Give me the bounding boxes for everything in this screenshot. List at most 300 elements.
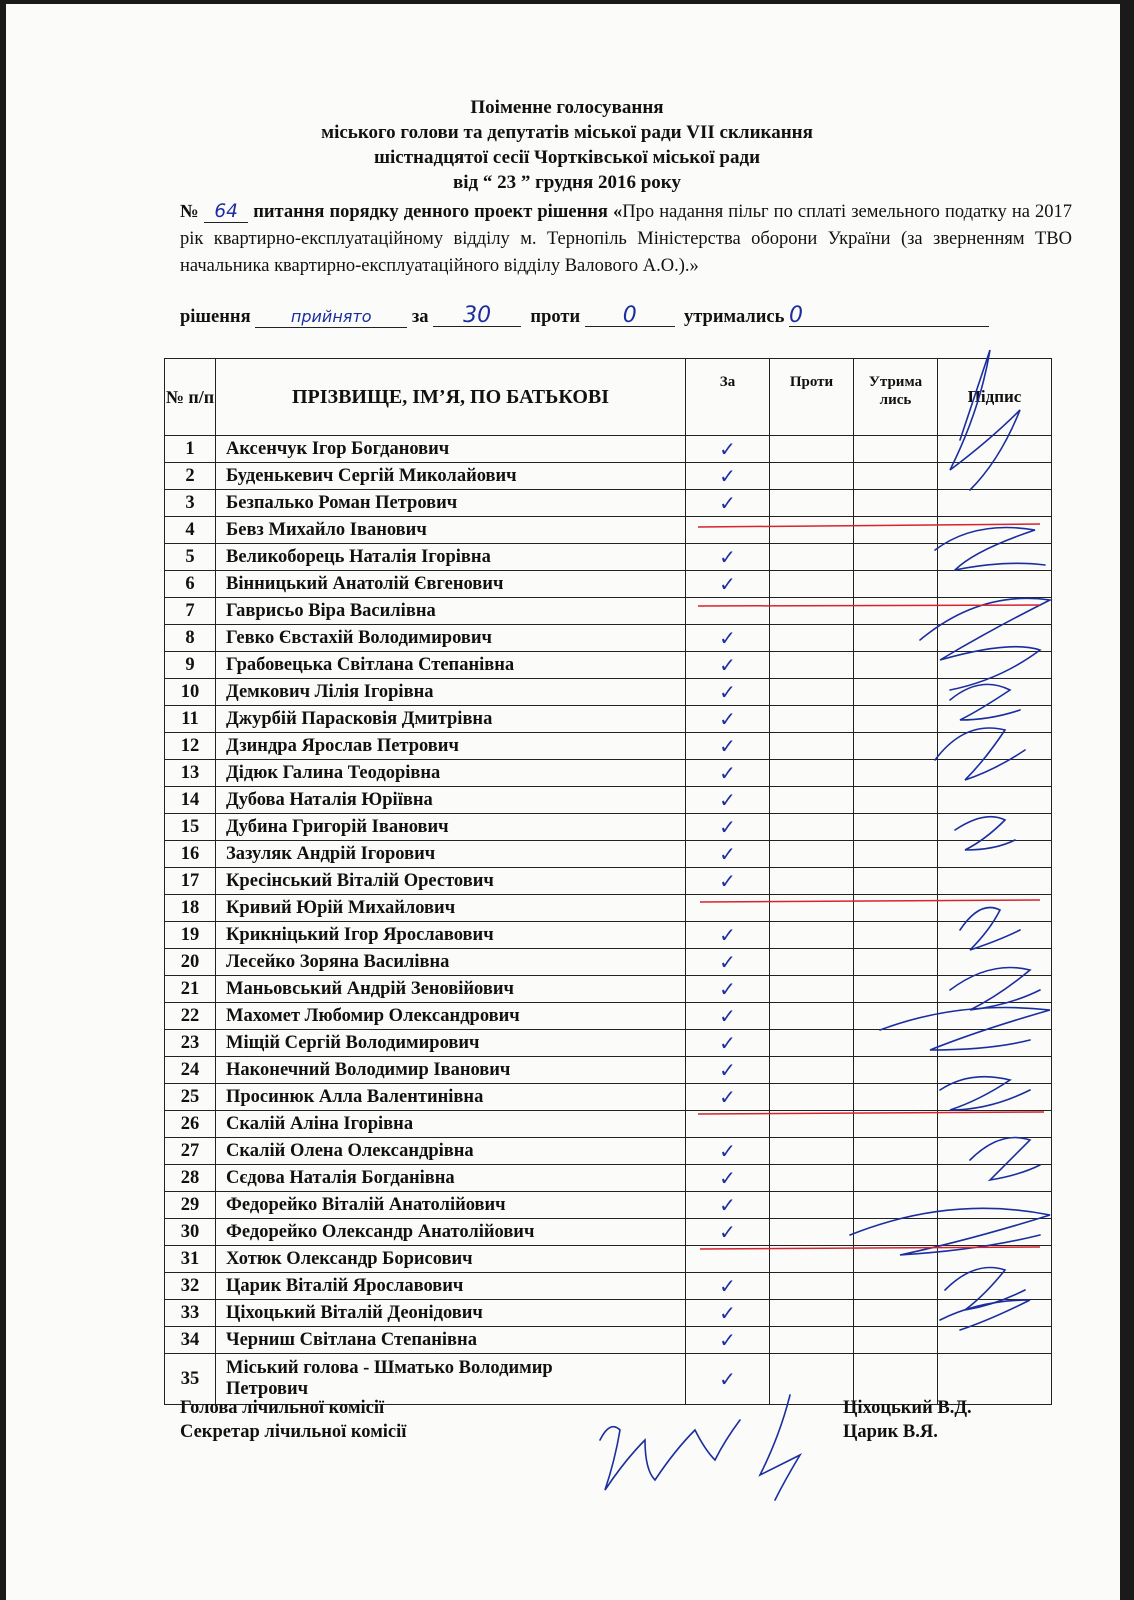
vote-abstain	[854, 1327, 938, 1354]
check-mark-icon: ✓	[719, 490, 736, 515]
vote-for	[686, 733, 770, 760]
vote-against	[770, 733, 854, 760]
row-name-text: Хотюк Олександр Борисович	[226, 1248, 473, 1269]
vote-for	[686, 1165, 770, 1192]
vote-for	[686, 598, 770, 625]
vote-for	[686, 463, 770, 490]
signature-cell	[938, 1084, 1052, 1111]
row-number: 34	[165, 1327, 216, 1354]
vote-against	[770, 1273, 854, 1300]
table-row	[165, 760, 1052, 787]
row-name	[216, 1300, 686, 1327]
row-name	[216, 1003, 686, 1030]
vote-against	[770, 1057, 854, 1084]
signature-cell	[938, 463, 1052, 490]
vote-against	[770, 1003, 854, 1030]
vote-for	[686, 652, 770, 679]
signature-cell	[938, 760, 1052, 787]
signature-cell	[938, 1165, 1052, 1192]
row-name-text: Федорейко Віталій Анатолійович	[226, 1194, 506, 1215]
row-name-text: Дубина Григорій Іванович	[226, 816, 449, 837]
vote-abstain	[854, 1138, 938, 1165]
row-name-text: Дзиндра Ярослав Петрович	[226, 735, 459, 756]
vote-abstain	[854, 598, 938, 625]
vote-abstain	[854, 895, 938, 922]
vote-for	[686, 1084, 770, 1111]
secretary-label: Секретар лічильної комісії	[180, 1422, 407, 1442]
row-name	[216, 1111, 686, 1138]
vote-for	[686, 544, 770, 571]
row-name-text: Дубова Наталія Юріївна	[226, 789, 433, 810]
vote-against	[770, 895, 854, 922]
table-row	[165, 517, 1052, 544]
row-name-text: Безпалько Роман Петрович	[226, 492, 458, 513]
signature-cell	[938, 1192, 1052, 1219]
vote-abstain	[854, 1219, 938, 1246]
vote-against	[770, 463, 854, 490]
row-number: 9	[165, 652, 216, 679]
row-name-text: Лесейко Зоряна Василівна	[226, 951, 450, 972]
vote-abstain	[854, 1246, 938, 1273]
vote-against	[770, 598, 854, 625]
vote-for	[686, 841, 770, 868]
row-name	[216, 706, 686, 733]
row-name-text: Просинюк Алла Валентинівна	[226, 1086, 484, 1107]
commission-names	[843, 1396, 972, 1444]
row-name-text: Гаврисьо Віра Василівна	[226, 600, 436, 621]
row-number: 32	[165, 1273, 216, 1300]
vote-against	[770, 1030, 854, 1057]
signature-cell	[938, 733, 1052, 760]
vote-table	[164, 358, 1052, 1405]
vote-abstain	[854, 841, 938, 868]
vote-abstain	[854, 679, 938, 706]
signature-cell	[938, 814, 1052, 841]
row-name	[216, 868, 686, 895]
row-name-text: Скалій Аліна Ігорівна	[226, 1113, 414, 1134]
row-name	[216, 922, 686, 949]
check-mark-icon: ✓	[719, 1138, 736, 1163]
vote-for	[686, 949, 770, 976]
signature-cell	[938, 1273, 1052, 1300]
table-row	[165, 1246, 1052, 1273]
table-row	[165, 976, 1052, 1003]
vote-for	[686, 976, 770, 1003]
vote-against	[770, 1138, 854, 1165]
row-name-text: Черниш Світлана Степанівна	[226, 1329, 477, 1350]
check-mark-icon: ✓	[719, 625, 736, 650]
signature-cell	[938, 598, 1052, 625]
table-row	[165, 841, 1052, 868]
row-name	[216, 1273, 686, 1300]
vote-abstain	[854, 1003, 938, 1030]
check-mark-icon: ✓	[719, 1057, 736, 1082]
signature-cell	[938, 922, 1052, 949]
check-mark-icon: ✓	[719, 1300, 736, 1325]
vote-against	[770, 490, 854, 517]
vote-for	[686, 706, 770, 733]
row-number: 5	[165, 544, 216, 571]
check-mark-icon: ✓	[719, 679, 736, 704]
vote-against	[770, 1354, 854, 1405]
row-name	[216, 1327, 686, 1354]
row-number: 14	[165, 787, 216, 814]
vote-abstain	[854, 949, 938, 976]
col-signature-header: Підпис	[938, 359, 1052, 436]
row-number: 8	[165, 625, 216, 652]
table-row	[165, 1192, 1052, 1219]
row-name-text-cont: Петрович	[226, 1379, 309, 1399]
row-name	[216, 679, 686, 706]
row-name	[216, 571, 686, 598]
table-row	[165, 1300, 1052, 1327]
vote-for	[686, 1246, 770, 1273]
row-number: 6	[165, 571, 216, 598]
row-number: 16	[165, 841, 216, 868]
row-name-text: Крикніцький Ігор Ярославович	[226, 924, 494, 945]
table-row	[165, 652, 1052, 679]
vote-for	[686, 1327, 770, 1354]
row-name	[216, 625, 686, 652]
signature-cell	[938, 571, 1052, 598]
vote-abstain	[854, 706, 938, 733]
signature-cell	[938, 1111, 1052, 1138]
row-name-text: Буденькевич Сергій Миколайович	[226, 465, 517, 486]
row-name-text: Кресінський Віталій Орестович	[226, 870, 494, 891]
row-name	[216, 1246, 686, 1273]
vote-abstain	[854, 517, 938, 544]
check-mark-icon: ✓	[719, 1003, 736, 1028]
vote-against	[770, 1192, 854, 1219]
vote-abstain	[854, 571, 938, 598]
row-name	[216, 1030, 686, 1057]
row-name-text: Великоборець Наталія Ігорівна	[226, 546, 491, 567]
against-label: проти	[530, 307, 581, 327]
vote-abstain	[854, 922, 938, 949]
signature-cell	[938, 544, 1052, 571]
vote-abstain	[854, 1273, 938, 1300]
vote-for	[686, 1192, 770, 1219]
table-header-row	[165, 359, 1052, 436]
vote-abstain	[854, 1165, 938, 1192]
vote-against	[770, 544, 854, 571]
agenda-issue	[180, 199, 1072, 280]
vote-against	[770, 652, 854, 679]
table-row	[165, 787, 1052, 814]
row-name-text: Гевко Євстахій Володимирович	[226, 627, 492, 648]
row-number: 23	[165, 1030, 216, 1057]
check-mark-icon: ✓	[719, 1219, 736, 1244]
row-name-text: Міський голова - Шматько Володимир	[226, 1358, 553, 1378]
table-row	[165, 1030, 1052, 1057]
check-mark-icon: ✓	[719, 436, 736, 461]
signature-cell	[938, 1057, 1052, 1084]
row-name	[216, 733, 686, 760]
vote-abstain	[854, 625, 938, 652]
row-number: 4	[165, 517, 216, 544]
row-name-text: Грабовецька Світлана Степанівна	[226, 654, 515, 675]
decision-label: рішення	[180, 307, 251, 327]
row-name	[216, 760, 686, 787]
check-mark-icon: ✓	[719, 949, 736, 974]
table-row	[165, 598, 1052, 625]
row-name	[216, 517, 686, 544]
header-date: від “ 23 ” грудня 2016 року	[453, 172, 681, 193]
vote-against	[770, 1165, 854, 1192]
header-subtitle: міського голови та депутатів міської ради VII скликання	[321, 122, 813, 143]
vote-against	[770, 1111, 854, 1138]
abstain-value: 0	[789, 306, 989, 327]
row-number: 22	[165, 1003, 216, 1030]
vote-abstain	[854, 1030, 938, 1057]
row-name	[216, 652, 686, 679]
issue-text: Про надання пільг по сплаті земельного податку на 2017 рік квартирно-експлуатаційному відділу м. Тернопіль Міністерства оборони України (за зверненням ТВО начальника квартирно-експлуатаційного відділу Валового А.О.).»	[180, 202, 1073, 276]
table-row	[165, 895, 1052, 922]
row-name	[216, 976, 686, 1003]
vote-against	[770, 1219, 854, 1246]
check-mark-icon: ✓	[719, 1192, 736, 1217]
issue-number-label: №	[180, 202, 200, 222]
vote-for	[686, 1003, 770, 1030]
check-mark-icon: ✓	[719, 868, 736, 893]
row-name	[216, 490, 686, 517]
row-name	[216, 463, 686, 490]
col-against-header: Проти	[770, 359, 854, 436]
signature-cell	[938, 868, 1052, 895]
table-row	[165, 1111, 1052, 1138]
row-number: 20	[165, 949, 216, 976]
vote-for	[686, 436, 770, 463]
vote-abstain	[854, 868, 938, 895]
col-num-header: № п/п	[165, 359, 216, 436]
vote-abstain	[854, 814, 938, 841]
vote-against	[770, 1300, 854, 1327]
signature-cell	[938, 787, 1052, 814]
signature-cell	[938, 895, 1052, 922]
vote-for	[686, 868, 770, 895]
table-row	[165, 1003, 1052, 1030]
row-number: 3	[165, 490, 216, 517]
signature-cell	[938, 679, 1052, 706]
table-row	[165, 922, 1052, 949]
row-name	[216, 895, 686, 922]
vote-abstain	[854, 976, 938, 1003]
check-mark-icon: ✓	[719, 652, 736, 677]
row-name-text: Дідюк Галина Теодорівна	[226, 762, 441, 783]
row-number: 26	[165, 1111, 216, 1138]
row-number: 13	[165, 760, 216, 787]
row-number: 12	[165, 733, 216, 760]
for-value: 30	[433, 306, 521, 327]
vote-for	[686, 760, 770, 787]
row-number: 24	[165, 1057, 216, 1084]
vote-for	[686, 679, 770, 706]
vote-against	[770, 841, 854, 868]
signature-cell	[938, 949, 1052, 976]
vote-for	[686, 571, 770, 598]
row-name	[216, 1165, 686, 1192]
row-number: 30	[165, 1219, 216, 1246]
vote-against	[770, 571, 854, 598]
vote-against	[770, 868, 854, 895]
vote-for	[686, 517, 770, 544]
row-name	[216, 1192, 686, 1219]
table-row	[165, 1057, 1052, 1084]
check-mark-icon: ✓	[719, 814, 736, 839]
row-name-text: Ціхоцький Віталій Деонідович	[226, 1302, 483, 1323]
table-row	[165, 706, 1052, 733]
row-name-text: Федорейко Олександр Анатолійович	[226, 1221, 535, 1242]
check-mark-icon: ✓	[719, 976, 736, 1001]
signature-cell	[938, 841, 1052, 868]
check-mark-icon: ✓	[719, 841, 736, 866]
vote-against	[770, 1327, 854, 1354]
row-name-text: Зазуляк Андрій Ігорович	[226, 843, 436, 864]
row-name-text: Маньовський Андрій Зеновійович	[226, 978, 514, 999]
row-number: 15	[165, 814, 216, 841]
vote-against	[770, 625, 854, 652]
vote-abstain	[854, 1192, 938, 1219]
signature-cell	[938, 517, 1052, 544]
row-number: 1	[165, 436, 216, 463]
chair-name: Ціхоцький В.Д.	[843, 1398, 972, 1418]
table-row	[165, 1138, 1052, 1165]
vote-for	[686, 1030, 770, 1057]
header-session: шістнадцятої сесії Чортківської міської ради	[373, 147, 761, 168]
row-name	[216, 1057, 686, 1084]
table-row	[165, 949, 1052, 976]
check-mark-icon: ✓	[719, 1327, 736, 1352]
table-row	[165, 1165, 1052, 1192]
against-value: 0	[585, 306, 675, 327]
signature-cell	[938, 1003, 1052, 1030]
row-number: 7	[165, 598, 216, 625]
row-name-text: Кривий Юрій Михайлович	[226, 897, 456, 918]
vote-against	[770, 787, 854, 814]
col-name-header: ПРІЗВИЩЕ, ІМ’Я, ПО БАТЬКОВІ	[216, 359, 686, 436]
secretary-name: Царик В.Я.	[843, 1422, 938, 1442]
vote-for	[686, 922, 770, 949]
row-name-text: Наконечний Володимир Іванович	[226, 1059, 511, 1080]
check-mark-icon: ✓	[719, 571, 736, 596]
issue-number-value: 64	[204, 202, 248, 223]
row-name	[216, 1219, 686, 1246]
signature-cell	[938, 706, 1052, 733]
decision-line	[180, 303, 1072, 328]
col-abstain-header: Утрима лись	[854, 359, 938, 436]
table-row	[165, 625, 1052, 652]
row-name-text: Царик Віталій Ярославович	[226, 1275, 464, 1296]
row-name	[216, 544, 686, 571]
signature-cell	[938, 625, 1052, 652]
row-number: 19	[165, 922, 216, 949]
row-name	[216, 814, 686, 841]
signature-cell	[938, 976, 1052, 1003]
row-number: 29	[165, 1192, 216, 1219]
row-number: 35	[165, 1354, 216, 1405]
vote-abstain	[854, 787, 938, 814]
vote-for	[686, 787, 770, 814]
row-name-text: Міщій Сергій Володимирович	[226, 1032, 480, 1053]
table-row	[165, 436, 1052, 463]
check-mark-icon: ✓	[719, 544, 736, 569]
header-title: Поіменне голосування	[470, 97, 664, 118]
vote-abstain	[854, 652, 938, 679]
row-number: 31	[165, 1246, 216, 1273]
row-number: 33	[165, 1300, 216, 1327]
row-name-text: Сєдова Наталія Богданівна	[226, 1167, 455, 1188]
vote-abstain	[854, 490, 938, 517]
vote-for	[686, 895, 770, 922]
check-mark-icon: ✓	[719, 1366, 736, 1391]
check-mark-icon: ✓	[719, 922, 736, 947]
signature-cell	[938, 1219, 1052, 1246]
row-name-text: Джурбій Парасковія Дмитрівна	[226, 708, 493, 729]
vote-for	[686, 1354, 770, 1405]
signature-cell	[938, 490, 1052, 517]
commission-labels	[180, 1396, 406, 1444]
vote-abstain	[854, 1300, 938, 1327]
table-row	[165, 1273, 1052, 1300]
table-row	[165, 571, 1052, 598]
vote-for	[686, 814, 770, 841]
check-mark-icon: ✓	[719, 1165, 736, 1190]
issue-bold-text: питання порядку денного проект рішення «	[253, 202, 623, 222]
row-number: 17	[165, 868, 216, 895]
vote-against	[770, 706, 854, 733]
for-label: за	[411, 307, 429, 327]
table-row	[165, 868, 1052, 895]
signature-cell	[938, 1030, 1052, 1057]
row-name-text: Вінницький Анатолій Євгенович	[226, 573, 504, 594]
check-mark-icon: ✓	[719, 1273, 736, 1298]
vote-for	[686, 1273, 770, 1300]
vote-abstain	[854, 544, 938, 571]
row-number: 2	[165, 463, 216, 490]
signature-cell	[938, 1246, 1052, 1273]
document-header	[0, 95, 1134, 195]
vote-for	[686, 1138, 770, 1165]
vote-abstain	[854, 733, 938, 760]
row-name	[216, 1138, 686, 1165]
vote-against	[770, 760, 854, 787]
table-row	[165, 1327, 1052, 1354]
row-name	[216, 787, 686, 814]
vote-against	[770, 976, 854, 1003]
row-number: 28	[165, 1165, 216, 1192]
vote-against	[770, 679, 854, 706]
vote-abstain	[854, 1111, 938, 1138]
check-mark-icon: ✓	[719, 760, 736, 785]
vote-abstain	[854, 1084, 938, 1111]
abstain-label: утримались	[683, 307, 785, 327]
check-mark-icon: ✓	[719, 706, 736, 731]
signature-cell	[938, 436, 1052, 463]
check-mark-icon: ✓	[719, 733, 736, 758]
check-mark-icon: ✓	[719, 1084, 736, 1109]
check-mark-icon: ✓	[719, 463, 736, 488]
vote-abstain	[854, 436, 938, 463]
vote-against	[770, 1084, 854, 1111]
row-name-text: Махомет Любомир Олександрович	[226, 1005, 520, 1026]
signature-cell	[938, 1327, 1052, 1354]
decision-value: прийнято	[255, 307, 407, 328]
row-number: 11	[165, 706, 216, 733]
vote-abstain	[854, 760, 938, 787]
vote-for	[686, 1111, 770, 1138]
row-number: 25	[165, 1084, 216, 1111]
row-name	[216, 1084, 686, 1111]
